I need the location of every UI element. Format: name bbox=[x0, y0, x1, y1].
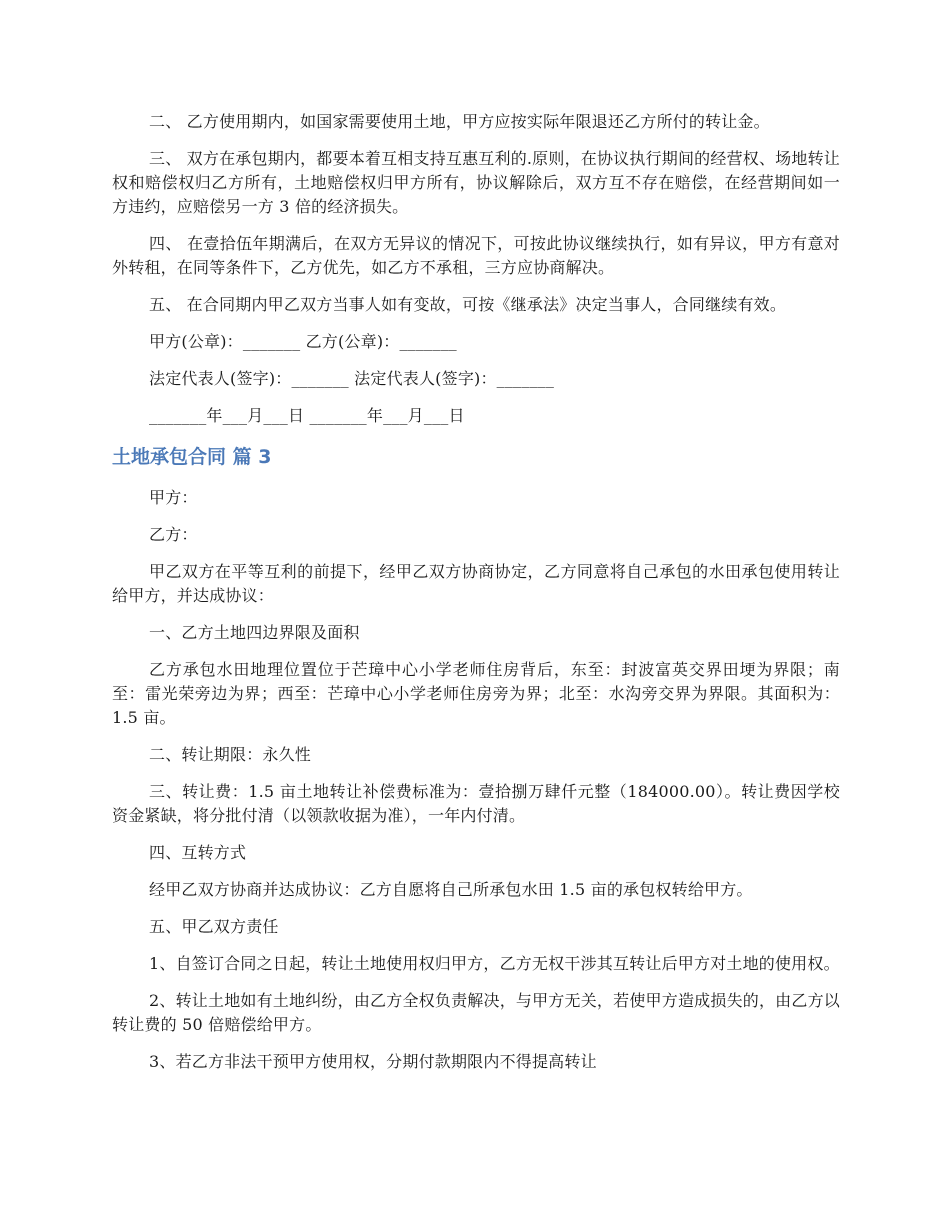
paragraph-inheritance-clause: 五、 在合同期内甲乙双方当事人如有变故，可按《继承法》决定当事人，合同继续有效。 bbox=[149, 295, 787, 314]
paragraph-refund-clause: 二、 乙方使用期内，如国家需要使用土地，甲方应按实际年限退还乙方所付的转让金。 bbox=[149, 112, 770, 131]
paragraph-renewal-clause: 四、 在壹拾伍年期满后，在双方无异议的情况下，可按此协议继续执行，如有异议，甲方有意对外转租，在同等条件下，乙方优先，如乙方不承租，三方应协商解决。 bbox=[112, 234, 840, 277]
paragraph-responsibility-3: 3、若乙方非法干预甲方使用权，分期付款期限内不得提高转让 bbox=[149, 1052, 597, 1071]
clause-4-title: 四、互转方式 bbox=[149, 843, 247, 862]
clause-1-title: 一、乙方土地四边界限及面积 bbox=[149, 623, 360, 642]
party-a-line: 甲方： bbox=[149, 488, 198, 507]
paragraph-preamble: 甲乙双方在平等互利的前提下，经甲乙双方协商协定，乙方同意将自己承包的水田承包使用转让给甲方，并达成协议： bbox=[112, 562, 840, 605]
paragraph-responsibility-2: 2、转让土地如有土地纠纷，由乙方全权负责解决，与甲方无关，若使甲方造成损失的，由乙方以转让费的 50 倍赔偿给甲方。 bbox=[112, 991, 840, 1034]
section-heading: 土地承包合同 篇 3 bbox=[112, 446, 272, 468]
paragraph-land-boundaries: 乙方承包水田地理位置位于芒璋中心小学老师住房背后，东至：封波富英交界田埂为界限；南至：雷光荣旁边为界；西至：芒璋中心小学老师住房旁为界；北至：水沟旁交界为界限。其面积为：1.5 亩。 bbox=[112, 660, 840, 727]
signature-representative-line: 法定代表人(签字)：_______ 法定代表人(签字)：_______ bbox=[149, 369, 555, 388]
paragraph-transfer-fee: 三、转让费：1.5 亩土地转让补偿费标准为：壹拾捌万肆仟元整（184000.00）。转让费因学校资金紧缺，将分批付清（以领款收据为准），一年内付清。 bbox=[112, 782, 840, 825]
paragraph-transfer-method: 经甲乙双方协商并达成协议：乙方自愿将自己所承包水田 1.5 亩的承包权转给甲方。 bbox=[149, 880, 753, 899]
signature-date-line: _______年___月___日 _______年___月___日 bbox=[149, 406, 465, 425]
paragraph-responsibility-1: 1、自签订合同之日起，转让土地使用权归甲方，乙方无权干涉其互转让后甲方对土地的使用权。 bbox=[149, 954, 840, 973]
paragraph-mutual-benefit-clause: 三、 双方在承包期内，都要本着互相支持互惠互利的.原则，在协议执行期间的经营权、场地转让权和赔偿权归乙方所有，土地赔偿权归甲方所有，协议解除后，双方互不存在赔偿，在经营期间如一方违约，应赔偿另一方 3 倍的经济损失。 bbox=[112, 149, 840, 216]
party-b-line: 乙方： bbox=[149, 525, 198, 544]
signature-seal-line: 甲方(公章)：_______ 乙方(公章)：_______ bbox=[149, 332, 457, 351]
clause-5-title: 五、甲乙双方责任 bbox=[149, 917, 279, 936]
clause-2-term: 二、转让期限：永久性 bbox=[149, 745, 312, 764]
